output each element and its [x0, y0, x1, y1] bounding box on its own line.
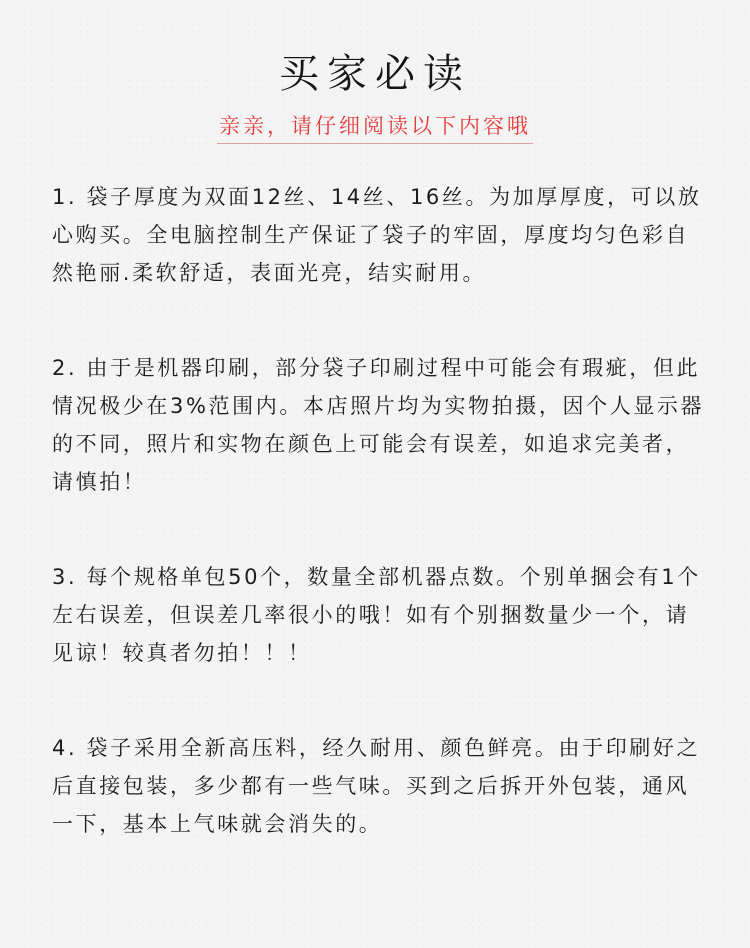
notice-item-3: 3. 每个规格单包50个，数量全部机器点数。个别单捆会有1个左右误差，但误差几率很小的哦！如有个别捆数量少一个，请见谅！较真者勿拍！！！: [52, 565, 701, 665]
page-title: 买家必读: [279, 51, 471, 97]
notice-item-2: 2. 由于是机器印刷，部分袋子印刷过程中可能会有瑕疵，但此情况极少在3%范围内。本店照片均为实物拍摄，因个人显示器的不同，照片和实物在颜色上可能会有误差，如追求完美者，请慎拍！: [52, 356, 705, 494]
page-subtitle: 亲亲，请仔细阅读以下内容哦: [217, 111, 533, 144]
notice-item-4: 4. 袋子采用全新高压料，经久耐用、颜色鲜亮。由于印刷好之后直接包装，多少都有一些气味。买到之后拆开外包装，通风一下，基本上气味就会消失的。: [52, 736, 701, 836]
notice-item-1: 1. 袋子厚度为双面12丝、14丝、16丝。为加厚厚度，可以放心购买。全电脑控制生产保证了袋子的牢固，厚度均匀色彩自然艳丽.柔软舒适，表面光亮，结实耐用。: [52, 185, 702, 285]
notice-list: [52, 178, 712, 843]
subtitle-container: [0, 111, 750, 144]
